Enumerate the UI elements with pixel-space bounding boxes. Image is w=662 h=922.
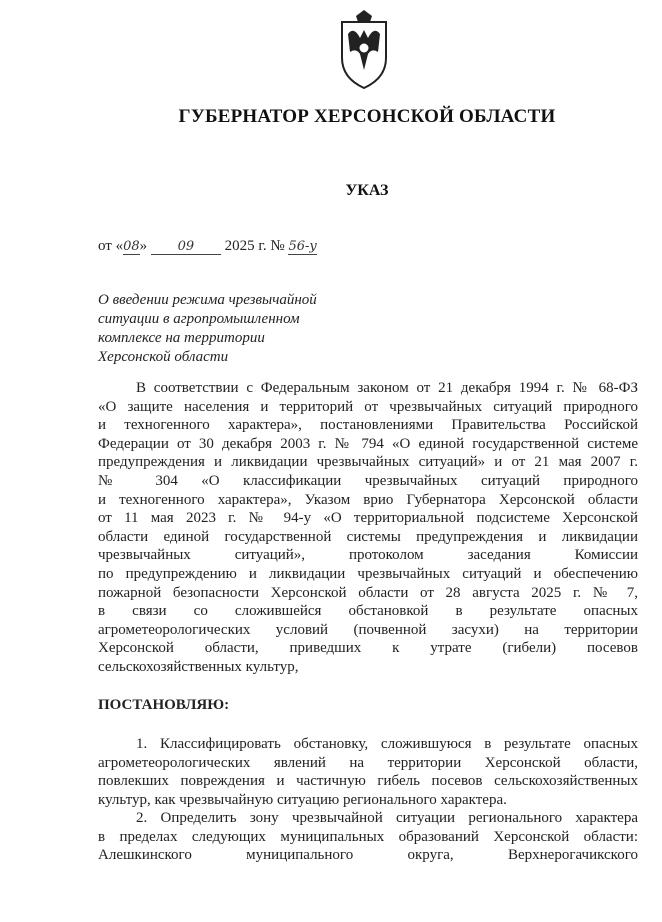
date-line bbox=[98, 238, 317, 255]
text-line: предупреждения и ликвидации чрезвычайных ситуаций» и от 21 мая 2007 г. bbox=[98, 454, 638, 471]
coat-of-arms-emblem bbox=[334, 8, 394, 90]
preamble-paragraph bbox=[98, 379, 638, 677]
text-line: агрометеорологических явлений на территории Херсонской области, bbox=[98, 754, 638, 771]
text-line: «О защите населения и территорий от чрезвычайных ситуаций природного bbox=[98, 398, 638, 415]
subject-line: Херсонской области bbox=[98, 349, 229, 365]
text-line: и техногенного характера», постановлениями Правительства Российской bbox=[98, 417, 638, 434]
issuer-title: ГУБЕРНАТОР ХЕРСОНСКОЙ ОБЛАСТИ bbox=[178, 106, 556, 127]
text-line: пожарной безопасности Херсонской области от 28 августа 2025 г. № 7, bbox=[98, 584, 638, 601]
subject-line: ситуации в агропромышленном bbox=[98, 311, 300, 327]
item-1-paragraph bbox=[98, 735, 638, 809]
text-line: № 304 «О классификации чрезвычайных ситуаций природного bbox=[98, 472, 638, 489]
text-line: повлекших повреждения и частичную гибель посевов сельскохозяйственных bbox=[98, 773, 638, 790]
text-line: Федерации от 30 декабря 2003 г. № 794 «О единой государственной системе bbox=[98, 435, 638, 452]
document-type: УКАЗ bbox=[345, 182, 389, 199]
text-line: области единой государственной системы предупреждения и ликвидации bbox=[98, 528, 638, 545]
text-line: от 11 мая 2023 г. № 94-у «О территориальной подсистеме Херсонской bbox=[98, 510, 638, 527]
text-line: 1. Классифицировать обстановку, сложившуюся в результате опасных bbox=[136, 736, 638, 752]
date-day: 08 bbox=[123, 239, 140, 254]
text-line: по предупреждению и ликвидации чрезвычайных ситуаций и обеспечению bbox=[98, 565, 638, 582]
text-line: в пределах следующих муниципальных образований Херсонской области: bbox=[98, 828, 638, 845]
decree-word: ПОСТАНОВЛЯЮ: bbox=[98, 697, 230, 713]
text-line: сельскохозяйственных культур, bbox=[98, 658, 299, 675]
date-month: 09 bbox=[151, 239, 221, 255]
document-subject bbox=[98, 291, 317, 367]
text-line: Алешкинского муниципального округа, Верхнерогачикского bbox=[98, 847, 638, 864]
date-mid: » bbox=[139, 238, 148, 254]
text-line: культур, как чрезвычайную ситуацию регионального характера. bbox=[98, 791, 507, 808]
doc-number: 56-у bbox=[288, 239, 317, 254]
item-2-paragraph bbox=[98, 809, 638, 865]
subject-line: О введении режима чрезвычайной bbox=[98, 292, 317, 308]
text-line: чрезвычайных ситуаций», протоколом заседания Комиссии bbox=[98, 547, 638, 564]
date-year: 2025 г. № bbox=[224, 238, 285, 254]
text-line: Херсонской области, приведших к утрате (гибели) посевов bbox=[98, 640, 638, 657]
text-line: агрометеорологических условий (почвенной засухи) на территории bbox=[98, 621, 638, 638]
text-line: в связи со сложившейся обстановкой в результате опасных bbox=[98, 603, 638, 620]
text-line: и техногенного характера», Указом врио Губернатора Херсонской области bbox=[98, 491, 638, 508]
subject-line: комплексе на территории bbox=[98, 330, 265, 346]
date-prefix: от « bbox=[98, 238, 124, 254]
text-line: В соответствии с Федеральным законом от 21 декабря 1994 г. № 68-ФЗ bbox=[136, 380, 638, 396]
text-line: 2. Определить зону чрезвычайной ситуации регионального характера bbox=[136, 810, 638, 826]
